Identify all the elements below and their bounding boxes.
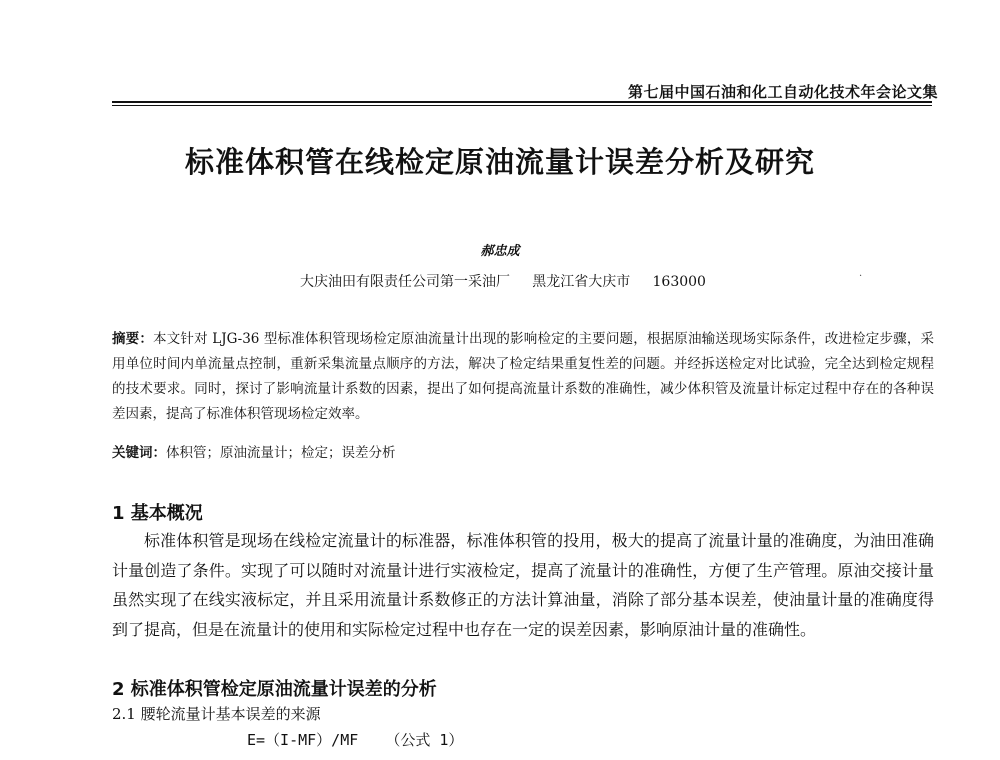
section-1-paragraph: 标准体积管是现场在线检定流量计的标准器，标准体积管的投用，极大的提高了流量计量的准确度，为油田准确计量创造了条件。实现了可以随时对流量计进行实液检定，提高了流量计的准确性，方便了生产管理。原油交接计量虽然实现了在线实液标定，并且采用流量计系数修正的方法计算油量，消除了部分基本误差，使油量计量的准确度得到了提高，但是在流量计的使用和实际检定过程中也存在一定的误差因素，影响原油计量的准确性。 <box>112 531 934 639</box>
author-affiliation: 大庆油田有限责任公司第一采油厂 黑龙江省大庆市 163000 <box>300 274 706 290</box>
author-name: 郝忠成 <box>480 244 520 259</box>
section-1-heading: 1 基本概况 <box>112 503 203 524</box>
section-2-heading: 2 标准体积管检定原油流量计误差的分析 <box>112 679 437 700</box>
formula-1: E=（I-MF）/MF （公式 1） <box>247 731 464 749</box>
keywords-label: 关键词： <box>112 445 166 461</box>
abstract <box>112 327 934 427</box>
header-rule-thin <box>112 105 932 106</box>
paper-title: 标准体积管在线检定原油流量计误差分析及研究 <box>184 145 815 179</box>
section-2-1-heading: 2.1 腰轮流量计基本误差的来源 <box>112 705 321 723</box>
keywords <box>112 441 934 466</box>
scan-speck: · <box>859 271 863 282</box>
header-rule-thick <box>112 101 932 103</box>
keywords-text: 体积管；原油流量计；检定；误差分析 <box>166 445 396 461</box>
abstract-text: 本文针对 LJG-36 型标准体积管现场检定原油流量计出现的影响检定的主要问题，根据原油输送现场实际条件，改进检定步骤，采用单位时间内单流量点控制，重新采集流量点顺序的方法，解决了检定结果重复性差的问题。并经拆送检定对比试验，完全达到检定规程的技术要求。同时，探讨了影响流量计系数的因素，提出了如何提高流量计系数的准确性，减少体积管及流量计标定过程中存在的各种误差因素，提高了标准体积管现场检定效率。 <box>112 331 935 422</box>
abstract-label: 摘要： <box>112 331 154 347</box>
journal-header: 第七届中国石油和化工自动化技术年会论文集 <box>627 83 938 101</box>
